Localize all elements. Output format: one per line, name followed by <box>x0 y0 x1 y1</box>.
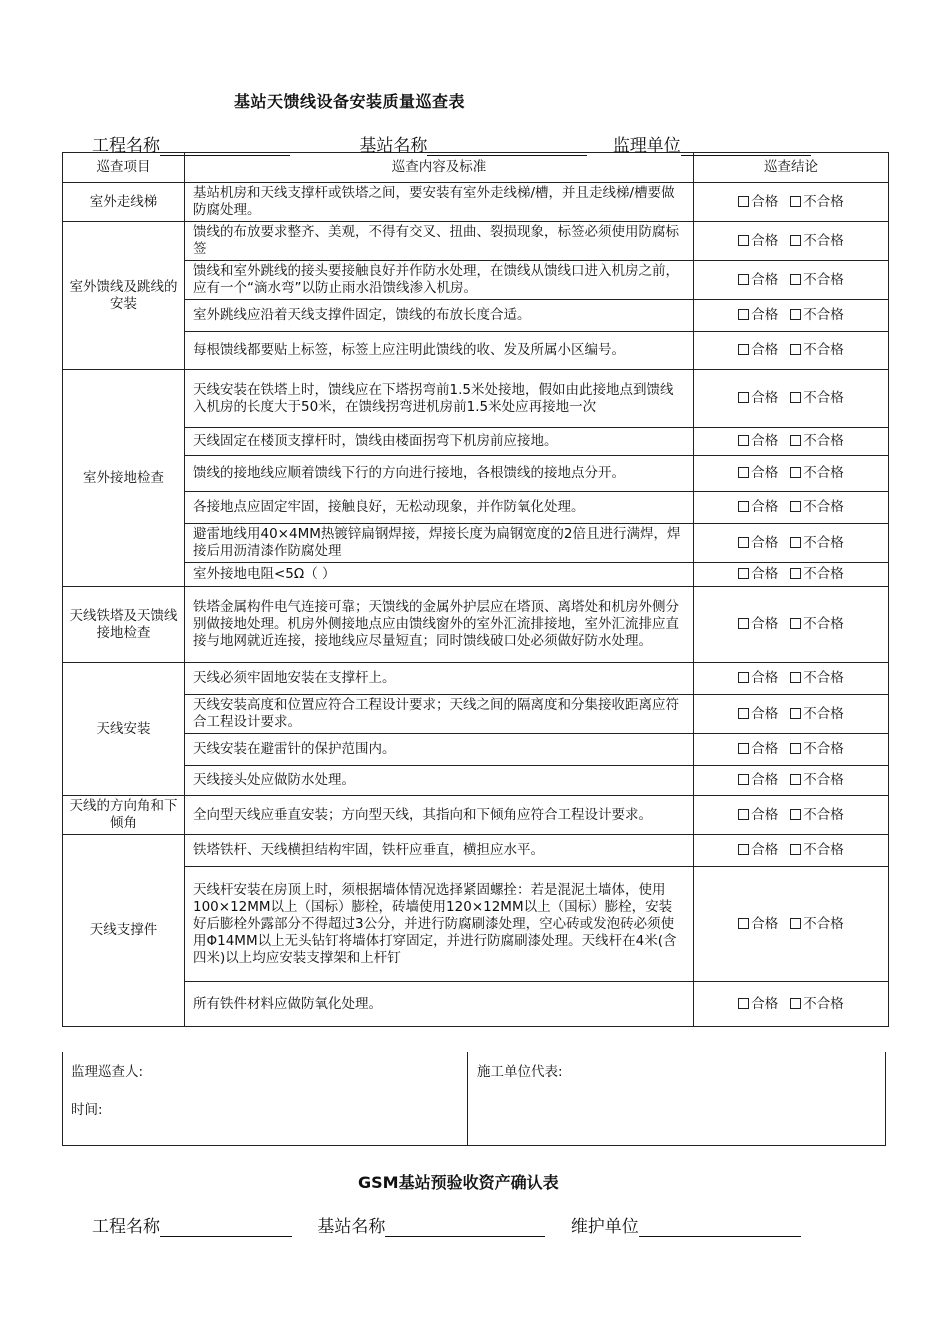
pass-label: 合格 <box>751 232 779 249</box>
criterion-cell: 天线接头处应做防水处理。 <box>185 766 694 796</box>
fail-label: 不合格 <box>803 705 844 722</box>
table-row <box>63 796 889 835</box>
category-cell: 天线支撑件 <box>63 835 185 1027</box>
project-name-label-2: 工程名称 <box>92 1217 160 1237</box>
pass-label: 合格 <box>751 271 779 288</box>
pass-label: 合格 <box>751 806 779 823</box>
pass-label: 合格 <box>751 342 779 358</box>
fail-checkbox[interactable] <box>790 568 801 579</box>
result-cell <box>694 524 889 563</box>
inspection-table <box>62 152 889 1027</box>
fail-label: 不合格 <box>803 232 844 249</box>
column-header: 巡查结论 <box>694 153 889 183</box>
pass-option[interactable] <box>738 916 778 933</box>
pass-label: 合格 <box>751 433 779 449</box>
fail-label: 不合格 <box>803 193 844 210</box>
fail-option[interactable] <box>790 807 844 824</box>
criterion-cell: 室外接地电阻<5Ω（ ） <box>185 563 694 587</box>
fail-label: 不合格 <box>803 566 844 582</box>
column-header: 巡查项目 <box>63 153 185 183</box>
pass-checkbox[interactable] <box>738 274 749 285</box>
table-row <box>63 300 889 332</box>
table-row <box>63 663 889 695</box>
fail-option[interactable] <box>790 307 844 324</box>
pass-checkbox[interactable] <box>738 235 749 246</box>
contractor-label: 施工单位代表: <box>477 1064 563 1080</box>
pass-option[interactable] <box>738 307 778 324</box>
category-cell: 天线铁塔及天馈线接地检查 <box>63 587 185 663</box>
fail-label: 不合格 <box>803 915 844 932</box>
station-name-label-2: 基站名称 <box>317 1217 386 1237</box>
form-title: 基站天馈线设备安装质量巡查表 <box>234 92 466 111</box>
criterion-cell: 馈线和室外跳线的接头要接触良好并作防水处理，在馈线从馈线口进入机房之前，应有一个“滴水弯”以防止雨水沿馈线渗入机房。 <box>185 261 694 300</box>
pass-option[interactable] <box>738 842 778 859</box>
fail-label: 不合格 <box>803 271 844 288</box>
pass-option[interactable] <box>738 670 778 687</box>
pass-label: 合格 <box>751 670 779 686</box>
result-cell <box>694 587 889 663</box>
pass-checkbox[interactable] <box>738 809 749 820</box>
pass-checkbox[interactable] <box>738 568 749 579</box>
pass-checkbox[interactable] <box>738 435 749 446</box>
fail-label: 不合格 <box>803 534 844 551</box>
station-name-label: 基站名称 <box>359 136 428 156</box>
pass-checkbox[interactable] <box>738 918 749 929</box>
criterion-cell: 天线杆安装在房顶上时，须根据墙体情况选择紧固螺拴：若是混泥土墙体，使用100×12MM以上（国标）膨栓，砖墙使用120×12MM以上（国标）膨栓，安装好后膨栓外露部分不得超过3公分，并进行防腐刷漆处理，空心砖或发泡砖必须使用Φ14MM以上无头钻钉将墙体打穿固定，并进行防腐刷漆处理。天线杆在4米(含四米)以上均应安装支撑架和上杆钉 <box>185 867 694 982</box>
table-row <box>63 524 889 563</box>
fail-option[interactable] <box>790 272 844 289</box>
project-name-field-2[interactable] <box>160 1218 292 1237</box>
fail-checkbox[interactable] <box>790 235 801 246</box>
fail-option[interactable] <box>790 194 844 211</box>
table-row <box>63 695 889 734</box>
pass-option[interactable] <box>738 996 778 1013</box>
table-row <box>63 261 889 300</box>
table-row <box>63 456 889 492</box>
fail-checkbox[interactable] <box>790 274 801 285</box>
result-cell <box>694 332 889 370</box>
criterion-cell: 避雷地线用40×4MM热镀锌扁钢焊接，焊接长度为扁钢宽度的2倍且进行满焊，焊接后用沥清漆作防腐处理 <box>185 524 694 563</box>
supervisor-label: 监理单位 <box>612 136 681 156</box>
criterion-cell: 各接地点应固定牢固，接触良好，无松动现象，并作防氧化处理。 <box>185 492 694 524</box>
pass-checkbox[interactable] <box>738 708 749 719</box>
fail-option[interactable] <box>790 706 844 723</box>
category-cell: 室外接地检查 <box>63 370 185 587</box>
fail-label: 不合格 <box>803 741 844 757</box>
category-cell: 室外走线梯 <box>63 183 185 222</box>
pass-label: 合格 <box>751 995 779 1012</box>
pass-checkbox[interactable] <box>738 618 749 629</box>
pass-option[interactable] <box>738 566 778 583</box>
fail-label: 不合格 <box>803 670 844 686</box>
table-row <box>63 492 889 524</box>
maintainer-field[interactable] <box>639 1218 801 1237</box>
pass-option[interactable] <box>738 342 778 359</box>
fail-option[interactable] <box>790 916 844 933</box>
fail-option[interactable] <box>790 566 844 583</box>
pass-option[interactable] <box>738 807 778 824</box>
fail-checkbox[interactable] <box>790 435 801 446</box>
result-cell <box>694 563 889 587</box>
fail-label: 不合格 <box>803 307 844 323</box>
result-cell <box>694 695 889 734</box>
fail-option[interactable] <box>790 616 844 633</box>
result-cell <box>694 734 889 766</box>
fail-checkbox[interactable] <box>790 392 801 403</box>
table-row <box>63 734 889 766</box>
fail-option[interactable] <box>790 499 844 516</box>
pass-checkbox[interactable] <box>738 774 749 785</box>
pass-option[interactable] <box>738 706 778 723</box>
fail-option[interactable] <box>790 535 844 552</box>
fail-label: 不合格 <box>803 616 844 632</box>
criterion-cell: 每根馈线都要贴上标签，标签上应注明此馈线的收、发及所属小区编号。 <box>185 332 694 370</box>
pass-label: 合格 <box>751 499 779 515</box>
result-cell <box>694 663 889 695</box>
pass-option[interactable] <box>738 465 778 482</box>
fail-checkbox[interactable] <box>790 708 801 719</box>
result-cell <box>694 456 889 492</box>
table-row <box>63 222 889 261</box>
table-row <box>63 183 889 222</box>
fail-option[interactable] <box>790 465 844 482</box>
result-cell <box>694 492 889 524</box>
table-header-row <box>63 153 889 183</box>
table-row <box>63 835 889 867</box>
fail-label: 不合格 <box>803 995 844 1012</box>
fail-checkbox[interactable] <box>790 467 801 478</box>
fail-label: 不合格 <box>803 842 844 858</box>
fail-checkbox[interactable] <box>790 196 801 207</box>
pass-checkbox[interactable] <box>738 196 749 207</box>
fail-option[interactable] <box>790 741 844 758</box>
result-cell <box>694 370 889 428</box>
fail-checkbox[interactable] <box>790 809 801 820</box>
fail-option[interactable] <box>790 842 844 859</box>
column-header: 巡查内容及标准 <box>185 153 694 183</box>
criterion-cell: 馈线的布放要求整齐、美观，不得有交叉、扭曲、裂损现象，标签必须使用防腐标签 <box>185 222 694 261</box>
asset-form-title: GSM基站预验收资产确认表 <box>358 1173 559 1192</box>
pass-label: 合格 <box>751 705 779 722</box>
category-cell: 天线安装 <box>63 663 185 796</box>
table-row <box>63 867 889 982</box>
fail-label: 不合格 <box>803 342 844 358</box>
fail-option[interactable] <box>790 996 844 1013</box>
fail-checkbox[interactable] <box>790 774 801 785</box>
pass-label: 合格 <box>751 741 779 757</box>
pass-option[interactable] <box>738 272 778 289</box>
pass-label: 合格 <box>751 842 779 858</box>
pass-label: 合格 <box>751 465 779 481</box>
fail-label: 不合格 <box>803 433 844 449</box>
criterion-cell: 室外跳线应沿着天线支撑件固定，馈线的布放长度合适。 <box>185 300 694 332</box>
pass-checkbox[interactable] <box>738 501 749 512</box>
fail-option[interactable] <box>790 670 844 687</box>
pass-label: 合格 <box>751 915 779 932</box>
criterion-cell: 天线必须牢固地安装在支撑杆上。 <box>185 663 694 695</box>
criterion-cell: 天线安装在铁塔上时，馈线应在下塔拐弯前1.5米处接地，假如由此接地点到馈线入机房的长度大于50米，在馈线拐弯进机房前1.5米处应再接地一次 <box>185 370 694 428</box>
result-cell <box>694 867 889 982</box>
asset-form-header <box>92 1212 801 1237</box>
fail-checkbox[interactable] <box>790 537 801 548</box>
criterion-cell: 馈线的接地线应顺着馈线下行的方向进行接地，各根馈线的接地点分开。 <box>185 456 694 492</box>
pass-label: 合格 <box>751 390 779 406</box>
criterion-cell: 天线安装高度和位置应符合工程设计要求；天线之间的隔离度和分集接收距离应符合工程设计要求。 <box>185 695 694 734</box>
table-row <box>63 332 889 370</box>
pass-label: 合格 <box>751 566 779 582</box>
pass-option[interactable] <box>738 741 778 758</box>
result-cell <box>694 766 889 796</box>
pass-option[interactable] <box>738 535 778 552</box>
fail-checkbox[interactable] <box>790 743 801 754</box>
result-cell <box>694 982 889 1027</box>
fail-checkbox[interactable] <box>790 998 801 1009</box>
fail-checkbox[interactable] <box>790 672 801 683</box>
pass-checkbox[interactable] <box>738 743 749 754</box>
result-cell <box>694 428 889 456</box>
pass-checkbox[interactable] <box>738 672 749 683</box>
table-row <box>63 587 889 663</box>
criterion-cell: 铁塔金属构件电气连接可靠；天馈线的金属外护层应在塔顶、离塔处和机房外侧分别做接地处理。机房外侧接地点应由馈线窗外的室外汇流排接地，室外汇流排应直接与地网就近连接，接地线应尽量短直；同时馈线破口处必须做好防水处理。 <box>185 587 694 663</box>
table-row <box>63 766 889 796</box>
pass-checkbox[interactable] <box>738 467 749 478</box>
fail-checkbox[interactable] <box>790 501 801 512</box>
result-cell <box>694 261 889 300</box>
pass-option[interactable] <box>738 499 778 516</box>
fail-checkbox[interactable] <box>790 344 801 355</box>
pass-checkbox[interactable] <box>738 309 749 320</box>
fail-label: 不合格 <box>803 806 844 823</box>
fail-label: 不合格 <box>803 499 844 515</box>
category-cell: 室外馈线及跳线的安装 <box>63 222 185 370</box>
pass-checkbox[interactable] <box>738 844 749 855</box>
maintainer-label: 维护单位 <box>570 1217 639 1237</box>
fail-label: 不合格 <box>803 465 844 481</box>
fail-checkbox[interactable] <box>790 618 801 629</box>
fail-checkbox[interactable] <box>790 844 801 855</box>
result-cell <box>694 222 889 261</box>
result-cell <box>694 796 889 835</box>
pass-option[interactable] <box>738 390 778 407</box>
criterion-cell: 基站机房和天线支撑杆或铁塔之间，要安装有室外走线梯/槽，并且走线梯/槽要做防腐处理。 <box>185 183 694 222</box>
pass-option[interactable] <box>738 616 778 633</box>
criterion-cell: 天线安装在避雷针的保护范围内。 <box>185 734 694 766</box>
fail-option[interactable] <box>790 342 844 359</box>
station-name-field-2[interactable] <box>385 1218 545 1237</box>
category-cell: 天线的方向角和下倾角 <box>63 796 185 835</box>
criterion-cell: 所有铁件材料应做防氧化处理。 <box>185 982 694 1027</box>
pass-checkbox[interactable] <box>738 998 749 1009</box>
criterion-cell: 全向型天线应垂直安装；方向型天线，其指向和下倾角应符合工程设计要求。 <box>185 796 694 835</box>
criterion-cell: 铁塔铁杆、天线横担结构牢固，铁杆应垂直，横担应水平。 <box>185 835 694 867</box>
table-row <box>63 563 889 587</box>
result-cell <box>694 183 889 222</box>
pass-label: 合格 <box>751 534 779 551</box>
time-label: 时间: <box>71 1102 103 1118</box>
table-row <box>63 370 889 428</box>
inspector-label: 监理巡查人: <box>71 1064 144 1080</box>
fail-option[interactable] <box>790 233 844 250</box>
table-row <box>63 428 889 456</box>
fail-label: 不合格 <box>803 390 844 406</box>
fail-option[interactable] <box>790 772 844 789</box>
result-cell <box>694 300 889 332</box>
pass-option[interactable] <box>738 772 778 789</box>
fail-checkbox[interactable] <box>790 918 801 929</box>
pass-label: 合格 <box>751 193 779 210</box>
pass-checkbox[interactable] <box>738 344 749 355</box>
pass-checkbox[interactable] <box>738 537 749 548</box>
fail-label: 不合格 <box>803 772 844 788</box>
pass-option[interactable] <box>738 233 778 250</box>
pass-option[interactable] <box>738 433 778 450</box>
project-name-label: 工程名称 <box>92 136 160 156</box>
fail-checkbox[interactable] <box>790 309 801 320</box>
signature-area <box>62 1052 886 1146</box>
table-row <box>63 982 889 1027</box>
pass-checkbox[interactable] <box>738 392 749 403</box>
inspector-cell <box>63 1052 468 1145</box>
fail-option[interactable] <box>790 390 844 407</box>
pass-label: 合格 <box>751 772 779 788</box>
pass-label: 合格 <box>751 616 779 632</box>
criterion-cell: 天线固定在楼顶支撑杆时，馈线由楼面拐弯下机房前应接地。 <box>185 428 694 456</box>
result-cell <box>694 835 889 867</box>
pass-option[interactable] <box>738 194 778 211</box>
fail-option[interactable] <box>790 433 844 450</box>
pass-label: 合格 <box>751 307 779 323</box>
